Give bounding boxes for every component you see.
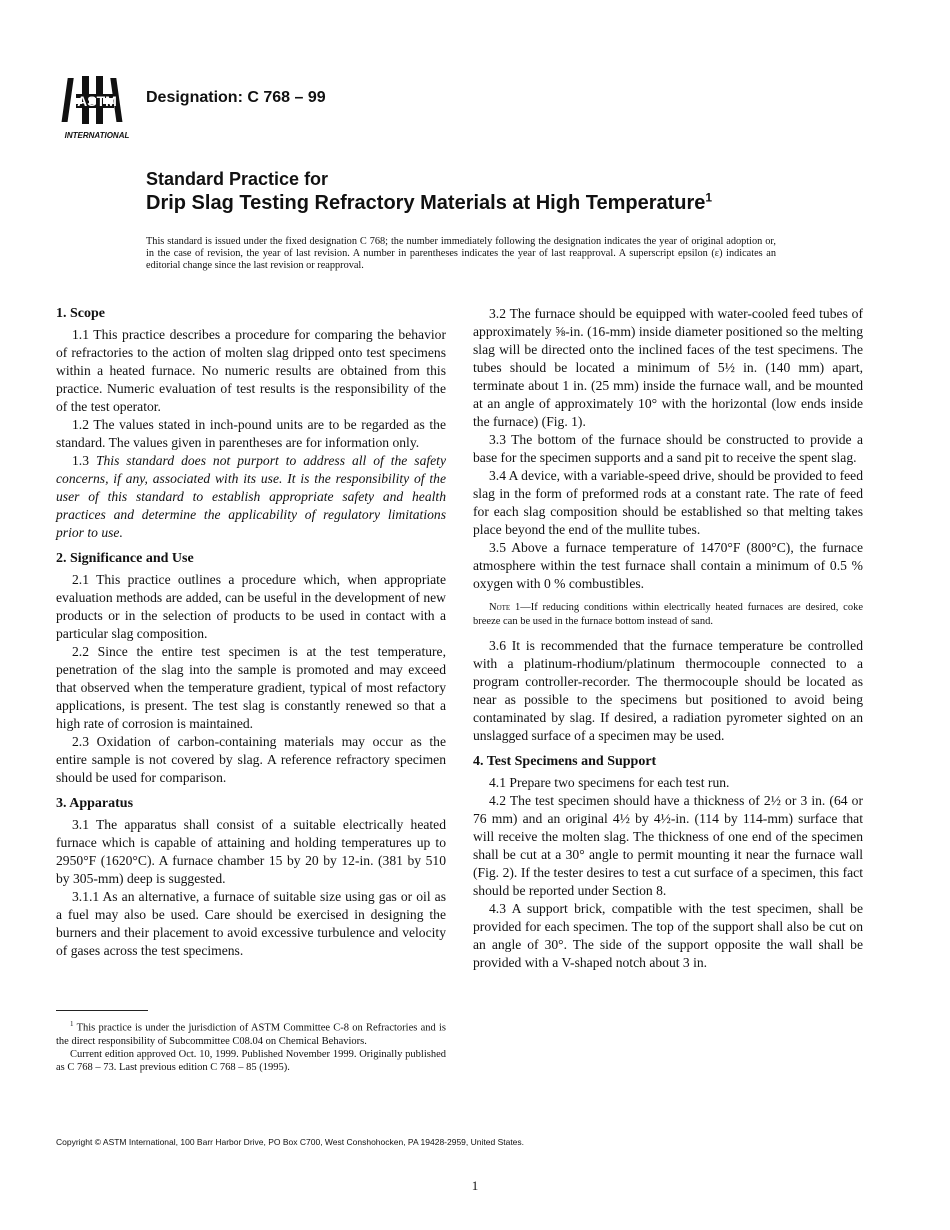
footnote-rule bbox=[56, 1010, 148, 1011]
para-1-2: 1.2 The values stated in inch-pound units are to be regarded as the standard. The values given in parentheses are for information only. bbox=[56, 417, 446, 450]
footnote-mark: 1 bbox=[70, 1020, 74, 1028]
para-4-1: 4.1 Prepare two specimens for each test run. bbox=[489, 775, 730, 790]
left-column bbox=[56, 305, 446, 960]
astm-logo bbox=[58, 76, 136, 142]
footnote bbox=[56, 1018, 446, 1074]
astm-logo-icon bbox=[58, 76, 136, 142]
note-1-text: —If reducing conditions within electrically heated furnaces are desired, coke breeze can be used in the furnace bottom instead of sand. bbox=[473, 602, 863, 627]
para-2-3: 2.3 Oxidation of carbon-containing materials may occur as the entire sample is not covered by slag. A reference refractory specimen should be used for comparison. bbox=[56, 734, 446, 785]
para-3-2: 3.2 The furnace should be equipped with water-cooled feed tubes of approximately ⅝-in. (16-mm) inside diameter positioned so the melting slag will be directed onto the inclined faces of the test specimens. The tubes should be located a minimum of 5½ in. (140 mm) apart, terminate about 1 in. (25 mm) inside the furnace wall, and be mounted at an angle of approximately 10° with the horizontal (low ends inside the furnace) (Fig. 1). bbox=[473, 306, 863, 429]
document-title bbox=[146, 168, 712, 216]
title-line-2-text: Drip Slag Testing Refractory Materials at High Temperature bbox=[146, 192, 706, 214]
page-number: 1 bbox=[471, 1178, 479, 1193]
footnote-line-1 bbox=[56, 1018, 446, 1048]
copyright: Copyright © ASTM International, 100 Barr Harbor Drive, PO Box C700, West Conshohocken, PA 19428-2959, United States. bbox=[56, 1137, 525, 1147]
para-3-5: 3.5 Above a furnace temperature of 1470°F (800°C), the furnace atmosphere within the test furnace shall contain a minimum of 0.5 % oxygen with 0 % combustibles. bbox=[473, 540, 863, 591]
right-column bbox=[473, 305, 863, 972]
para-1-3 bbox=[56, 452, 446, 542]
section-1-heading: 1. Scope bbox=[56, 306, 105, 321]
para-3-3: 3.3 The bottom of the furnace should be constructed to provide a base for the specimen supports and a sand pit to receive the spent slag. bbox=[473, 432, 863, 465]
section-3-heading: 3. Apparatus bbox=[56, 796, 134, 811]
para-3-1-1: 3.1.1 As an alternative, a furnace of suitable size using gas or oil as a fuel may also be used. Care should be exercised in designing the burners and their placement to avoid excessive turbulence and velocity of gases across the test specimens. bbox=[56, 889, 446, 958]
title-line-2 bbox=[146, 190, 712, 216]
para-3-1: 3.1 The apparatus shall consist of a suitable electrically heated furnace which is capable of attaining and holding temperatures up to 2950°F (1620°C). A furnace chamber 15 by 20 by 12-in. (381 by 510 by 305-mm) deep is suggested. bbox=[56, 817, 446, 886]
para-4-2: 4.2 The test specimen should have a thickness of 2½ or 3 in. (64 or 76 mm) and an original 4½ by 4½-in. (114 by 114-mm) surface that will receive the molten slag. The thickness of one end of the specimen shall be cut at a 30° angle to permit mounting it near the furnace wall (Fig. 2). If the tester desires to test a cut surface of a specimen, this fact should be reported under Section 8. bbox=[473, 793, 863, 898]
note-1-label: Note 1 bbox=[489, 602, 521, 613]
designation: Designation: C 768 – 99 bbox=[146, 89, 326, 106]
title-footnote-mark: 1 bbox=[705, 190, 713, 205]
footnote-line-2: Current edition approved Oct. 10, 1999. Published November 1999. Originally published as C 768 – 73. Last previous edition C 768 – 85 (1995). bbox=[56, 1048, 446, 1073]
logo-text: ASTM bbox=[77, 93, 117, 109]
para-1-3-text: This standard does not purport to address all of the safety concerns, if any, associated with its use. It is the responsibility of the user of this standard to establish appropriate safety and health practices and determine the applicability of regulatory limitations prior to use. bbox=[56, 453, 446, 540]
para-3-6: 3.6 It is recommended that the furnace temperature be controlled with a platinum-rhodium/platinum thermocouple connected to a program controller-recorder. The thermocouple should be located as near as possible to the specimens but positioned to avoid being contaminated by slag. If desired, a radiation pyrometer sighted on an unslagged surface of a specimen may be used. bbox=[473, 638, 863, 743]
note-1 bbox=[473, 601, 863, 629]
para-2-2: 2.2 Since the entire test specimen is at the test temperature, penetration of the slag into the sample is promoted and may exceed that observed when the temperature gradient, typical of most refactory applications, is present. The test slag is constantly renewed so that a high rate of corrosion is maintained. bbox=[56, 644, 446, 731]
section-2-heading: 2. Significance and Use bbox=[56, 551, 194, 566]
para-1-1: 1.1 This practice describes a procedure for comparing the behavior of refractories to the action of molten slag dripped onto test specimens within a heated furnace. No numeric results are obtained from this practice. Numeric evaluation of test results is the responsibility of the of the test operator. bbox=[56, 327, 446, 414]
para-2-1: 2.1 This practice outlines a procedure which, when appropriate evaluation methods are added, can be useful in the development of new products or in the selection of products to be used in contact with a particular slag composition. bbox=[56, 572, 446, 641]
title-line-1: Standard Practice for bbox=[146, 169, 329, 189]
section-4-heading: 4. Test Specimens and Support bbox=[473, 754, 657, 769]
logo-subtext: INTERNATIONAL bbox=[64, 131, 130, 140]
issued-notice: This standard is issued under the fixed designation C 768; the number immediately following the designation indicates the year of original adoption or, in the case of revision, the year of last revision. A number in parentheses indicates the year of last reapproval. A superscript epsilon (ε) indicates an editorial change since the last revision or reapproval. bbox=[146, 236, 776, 271]
para-4-3: 4.3 A support brick, compatible with the test specimen, shall be provided for each specimen. The top of the support shall also be cut on an angle of 30°. The side of the support opposite the wall shall be provided with a V-shaped notch about 3 in. bbox=[473, 901, 863, 970]
para-3-4: 3.4 A device, with a variable-speed drive, should be provided to feed slag in the form of preformed rods at a constant rate. The rate of feed for each slag composition should be established so that melting takes place beyond the end of the mullite tubes. bbox=[473, 468, 863, 537]
para-1-3-num: 1.3 bbox=[72, 453, 89, 468]
footnote-line-1-text: This practice is under the jurisdiction of ASTM Committee C-8 on Refractories and is the direct responsibility of Subcommittee C08.04 on Chemical Behaviors. bbox=[56, 1022, 446, 1047]
